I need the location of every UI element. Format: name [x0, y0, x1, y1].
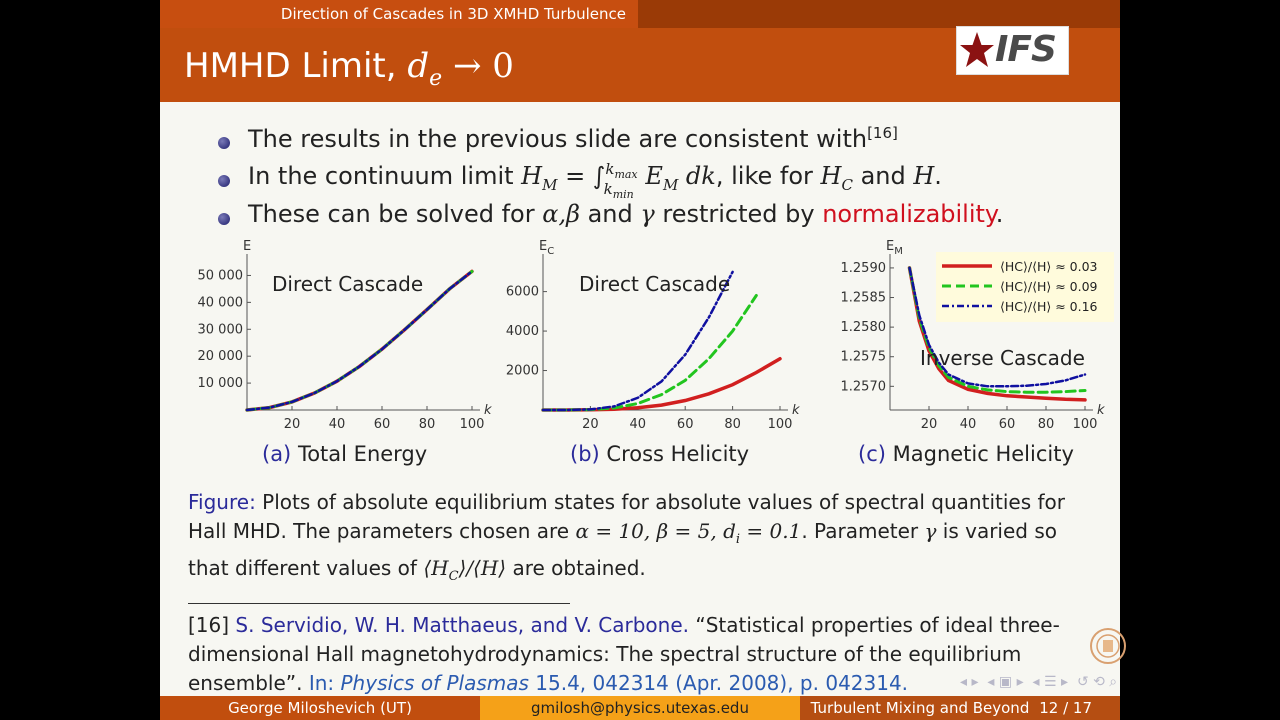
header-bar	[160, 0, 1120, 28]
bullet-icon	[218, 137, 230, 149]
running-title: Direction of Cascades in 3D XMHD Turbulence	[280, 5, 626, 23]
x-tick-label: 60	[373, 417, 391, 432]
figure-caption-text2: . Parameter	[801, 519, 925, 543]
x-tick-label: 40	[629, 417, 647, 432]
nav-search-icon[interactable]: ↺ ⟲ ⌕	[1076, 674, 1118, 690]
bullet-2-text: In the continuum limit	[248, 162, 522, 190]
bullet-3-mid: and	[579, 200, 641, 228]
subcaption-c-text: Magnetic Helicity	[892, 442, 1074, 466]
figure-caption-text: Plots of absolute equilibrium states for absolute values of spectral quantities for Hall MHD. The parameters chosen are	[188, 490, 1065, 543]
bullet-2-end: .	[934, 162, 942, 190]
figure-caption-text3: is varied so that different values of	[188, 519, 1057, 580]
x-tick-label: 80	[418, 417, 436, 432]
y-tick-label: 1.2585	[840, 290, 886, 306]
bullet-2-post: , like for	[715, 162, 821, 190]
reference-number: [16]	[188, 613, 230, 637]
bullet-item	[218, 200, 1098, 238]
math-H2: H	[820, 162, 842, 190]
y-tick-label: 6000	[505, 284, 539, 300]
subcaption-b-label: (b)	[570, 442, 600, 466]
bullet-item	[218, 124, 1098, 162]
header-right	[638, 0, 1120, 28]
y-tick-label: 4000	[505, 324, 539, 340]
title-math-sub: e	[429, 65, 443, 91]
reference-journal: Physics of Plasmas	[340, 671, 529, 695]
x-axis-label: k	[484, 403, 492, 418]
chart-legend	[936, 252, 1114, 322]
title-arrow: → 0	[452, 46, 514, 86]
bullet-1-text: The results in the previous slide are consistent with	[248, 125, 868, 153]
x-tick-label: 80	[724, 417, 741, 432]
x-tick-label: 20	[920, 417, 938, 432]
x-tick-label: 20	[283, 417, 301, 432]
reference-authors[interactable]: S. Servidio, W. H. Matthaeus, and V. Carbone.	[235, 613, 690, 637]
math-integrand: E	[637, 162, 663, 190]
reference-16	[188, 611, 1093, 698]
slide-title-text: HMHD Limit,	[184, 46, 408, 86]
bullet-icon	[218, 175, 230, 187]
x-tick-label: 100	[459, 417, 485, 432]
x-tick-label: 60	[998, 417, 1016, 432]
reference-journal-block[interactable]	[302, 671, 908, 695]
figure-caption-params-sub: i	[735, 532, 741, 547]
figure-caption-ratio-sub: C	[448, 569, 459, 584]
citation-16: [16]	[867, 124, 898, 142]
subcaption-a-text: Total Energy	[297, 442, 428, 466]
math-H: H	[521, 162, 543, 190]
y-tick-label: 1.2570	[840, 379, 886, 395]
footer-bar	[160, 696, 1120, 720]
logo-text: IFS	[995, 29, 1056, 70]
title-math: d	[407, 46, 430, 86]
university-seal-icon	[1088, 626, 1118, 668]
series-line-2	[543, 296, 756, 411]
footer-author: George Miloshevich (UT)	[160, 696, 480, 720]
y-tick-label: 50 000	[197, 268, 243, 284]
math-gamma: γ	[640, 200, 655, 228]
y-tick-label: 1.2590	[840, 260, 886, 276]
x-tick-label: 40	[328, 417, 346, 432]
y-tick-label: 1.2575	[840, 349, 886, 365]
y-axis-label: $E_M$	[886, 239, 903, 257]
subcaption-a-label: (a)	[262, 442, 292, 466]
x-tick-label: 100	[767, 417, 793, 432]
chart-total-energy	[190, 240, 490, 430]
y-axis-label: $E_C$	[539, 239, 555, 257]
bullet-2-and: and	[852, 162, 914, 190]
x-tick-label: 60	[676, 417, 694, 432]
y-tick-label: 2000	[505, 363, 539, 379]
figure-caption-gamma: γ	[924, 519, 937, 543]
nav-prev-icon[interactable]: ◂ ▸	[960, 674, 979, 690]
subcaption-a	[262, 442, 427, 466]
y-tick-label: 10 000	[197, 376, 243, 392]
bullet-text	[248, 124, 898, 153]
legend-entry: ⟨HC⟩/⟨H⟩ ≈ 0.16	[1000, 299, 1098, 314]
footer-email: gmilosh@physics.utexas.edu	[480, 696, 800, 720]
figure-caption	[188, 488, 1093, 591]
math-limits-lower: kmin	[603, 180, 634, 201]
y-axis-label: E	[243, 239, 252, 254]
legend-entry: ⟨HC⟩/⟨H⟩ ≈ 0.03	[1000, 259, 1098, 274]
math-integrand-sub: M	[662, 175, 679, 194]
chart-annotation: Direct Cascade	[579, 272, 731, 296]
bullet-item	[218, 162, 1098, 200]
figure-caption-params-end: = 0.1	[740, 519, 802, 543]
footer-right	[800, 696, 1120, 720]
reference-in: In:	[302, 671, 341, 695]
nav-section-icon[interactable]: ◂ ☰ ▸	[1032, 674, 1069, 690]
nav-frame-icon[interactable]: ◂ ▣ ▸	[987, 674, 1024, 690]
x-tick-label: 40	[959, 417, 977, 432]
beamer-navigation[interactable]	[960, 674, 1117, 690]
figure-caption-text4: are obtained.	[506, 556, 646, 580]
y-tick-label: 20 000	[197, 349, 243, 365]
bullet-list	[218, 124, 1098, 238]
subcaption-b-text: Cross Helicity	[606, 442, 750, 466]
chart-annotation: Inverse Cascade	[920, 346, 1085, 370]
bullet-3-post: restricted by	[654, 200, 823, 228]
x-axis-label: k	[1097, 403, 1105, 418]
subcaption-c	[858, 442, 1074, 466]
bullet-text	[248, 200, 1003, 228]
figure-caption-params: α = 10, β = 5, d	[575, 519, 736, 543]
reference-details: 15.4, 042314 (Apr. 2008), p. 042314.	[528, 671, 909, 695]
slide	[160, 0, 1120, 720]
legend-entry: ⟨HC⟩/⟨H⟩ ≈ 0.09	[1000, 279, 1098, 294]
chart-annotation: Direct Cascade	[272, 272, 424, 296]
highlight-normalizability: normalizability	[822, 200, 996, 228]
slide-title	[184, 46, 514, 91]
x-axis-label: k	[792, 403, 800, 418]
y-tick-label: 40 000	[197, 295, 243, 311]
x-tick-label: 80	[1037, 417, 1055, 432]
y-tick-label: 30 000	[197, 322, 243, 338]
math-H3: H	[913, 162, 935, 190]
footer-page: 12 / 17	[1039, 699, 1092, 717]
footnote-rule	[188, 603, 570, 604]
subcaption-c-label: (c)	[858, 442, 886, 466]
star-icon	[959, 30, 995, 72]
x-tick-label: 100	[1072, 417, 1098, 432]
bullet-3-end: .	[995, 200, 1004, 228]
math-sub-C: C	[841, 175, 853, 194]
chart-cross-helicity	[496, 240, 806, 430]
bullet-icon	[218, 213, 230, 225]
figure-caption-label: Figure:	[188, 490, 256, 514]
ifs-logo	[956, 26, 1069, 75]
figure-caption-ratio-end: ⟩/⟨H⟩	[458, 556, 507, 580]
bullet-3-text: These can be solved for	[248, 200, 543, 228]
math-dk: dk	[678, 162, 716, 190]
x-tick-label: 20	[582, 417, 599, 432]
subcaption-b	[570, 442, 749, 466]
y-tick-label: 1.2580	[840, 320, 886, 336]
reference-title: “Statistical properties of ideal three-dimensional Hall magnetohydrodynamics: The spectral structure of the equilibrium ensemble”.	[188, 613, 1060, 695]
figure-caption-ratio: ⟨H	[423, 556, 449, 580]
bullet-text	[248, 160, 942, 201]
math-limits: kmax	[605, 160, 638, 181]
math-integral: = ∫	[557, 162, 606, 190]
footer-event: Turbulent Mixing and Beyond	[810, 699, 1030, 717]
math-alpha-beta: α,β	[542, 200, 580, 228]
chart-magnetic-helicity	[806, 240, 1116, 430]
series-line-1	[543, 359, 780, 410]
math-sub-M: M	[542, 175, 558, 194]
